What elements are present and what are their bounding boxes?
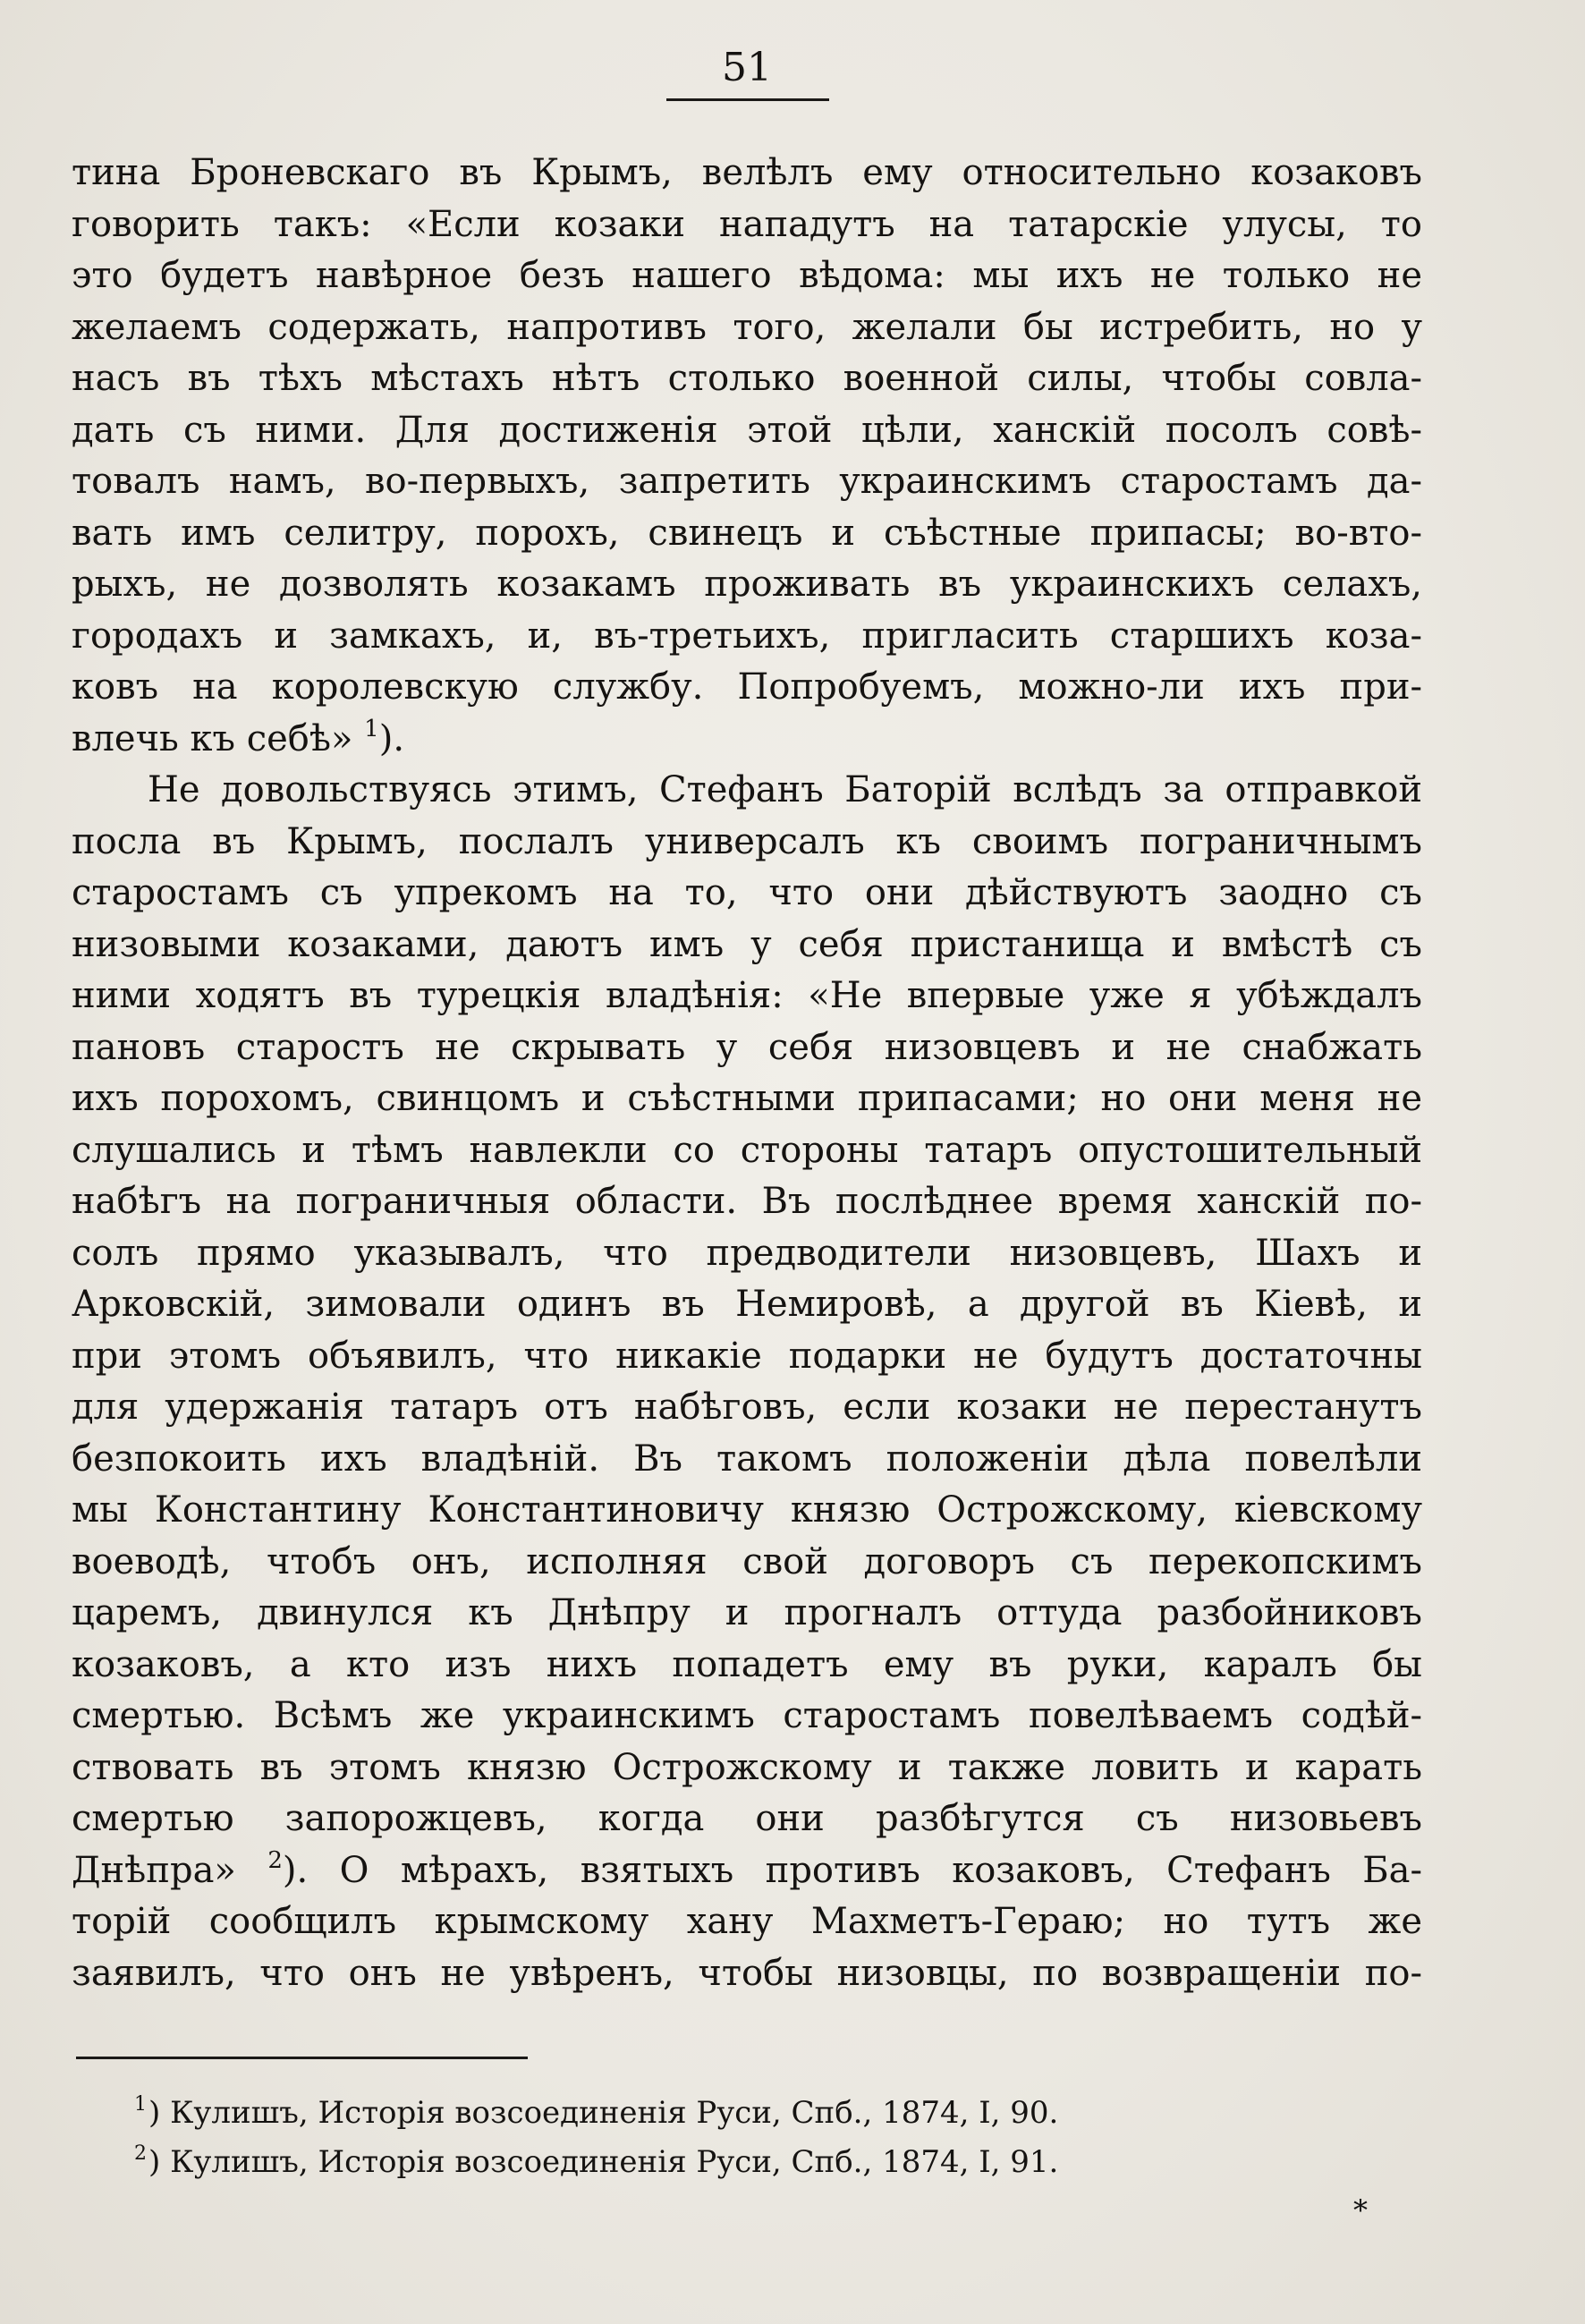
text-line: тина Броневскаго въ Крымъ, велѣлъ ему относительно козаковъ	[72, 152, 1422, 193]
text-fragment: влечь къ себѣ»	[72, 717, 353, 759]
footnote-text: ) Кулишъ, Исторія возсоединенія Руси, Спб., 1874, I, 90.	[148, 2095, 1059, 2131]
text-line: смертью. Всѣмъ же украинскимъ старостамъ повелѣваемъ содѣй-	[72, 1695, 1422, 1736]
text-line: торій сообщилъ крымскому хану Махметъ-Гераю; но тутъ же	[72, 1901, 1422, 1942]
text-fragment: Днѣпра»	[72, 1849, 236, 1891]
body-text	[72, 148, 1422, 1999]
stray-mark: *	[1353, 2193, 1368, 2227]
text-fragment: ). О мѣрахъ, взятыхъ противъ козаковъ, Стефанъ Ба-	[282, 1849, 1422, 1891]
text-line: ствовать въ этомъ князю Острожскому и также ловить и карать	[72, 1746, 1422, 1788]
text-line: городахъ и замкахъ, и, въ-третьихъ, пригласить старшихъ коза-	[72, 615, 1422, 657]
text-line	[72, 1845, 1422, 1897]
footnote-1	[134, 2089, 1297, 2138]
footnote-reference-2: 2	[267, 1846, 283, 1874]
footnote-reference-1: 1	[364, 715, 379, 742]
text-line: при этомъ объявилъ, что никакіе подарки не будутъ достаточны	[72, 1335, 1422, 1377]
text-line: козаковъ, а кто изъ нихъ попадетъ ему въ руки, каралъ бы	[72, 1643, 1422, 1685]
text-line: товалъ намъ, во-первыхъ, запретить украинскимъ старостамъ да-	[72, 461, 1422, 502]
footnote-marker: 1	[134, 2093, 147, 2116]
text-line: дать съ ними. Для достиженія этой цѣли, ханскій посолъ совѣ-	[72, 409, 1422, 451]
text-line: насъ въ тѣхъ мѣстахъ нѣтъ столько военной силы, чтобы совла-	[72, 358, 1422, 399]
text-line: солъ прямо указывалъ, что предводители низовцевъ, Шахъ и	[72, 1232, 1422, 1274]
text-line: мы Константину Константиновичу князю Острожскому, кіевскому	[72, 1489, 1422, 1531]
text-line: желаемъ содержать, напротивъ того, желали бы истребить, но у	[72, 306, 1422, 348]
text-line: заявилъ, что онъ не увѣренъ, чтобы низовцы, по возвращеніи по-	[72, 1952, 1422, 1994]
footnotes	[134, 2089, 1297, 2187]
text-line: царемъ, двинулся къ Днѣпру и прогналъ оттуда разбойниковъ	[72, 1592, 1422, 1633]
footnote-text: ) Кулишъ, Исторія возсоединенія Руси, Спб., 1874, I, 91.	[148, 2144, 1059, 2180]
text-line: говорить такъ: «Если козаки нападутъ на татарскіе улусы, то	[72, 203, 1422, 245]
text-line: старостамъ съ упрекомъ на то, что они дѣйствуютъ заодно съ	[72, 872, 1422, 913]
text-line: ихъ порохомъ, свинцомъ и съѣстными припасами; но они меня не	[72, 1078, 1422, 1119]
text-line: это будетъ навѣрное безъ нашего вѣдома: мы ихъ не только не	[72, 255, 1422, 296]
text-line: ними ходятъ въ турецкія владѣнія: «Не впервые уже я убѣждалъ	[72, 975, 1422, 1016]
text-line: посла въ Крымъ, послалъ универсалъ къ своимъ пограничнымъ	[72, 820, 1422, 862]
text-line: для удержанія татаръ отъ набѣговъ, если козаки не перестанутъ	[72, 1387, 1422, 1428]
page-number: 51	[722, 45, 772, 90]
text-line: рыхъ, не дозволять козакамъ проживать въ украинскихъ селахъ,	[72, 564, 1422, 605]
footnote-2	[134, 2138, 1297, 2187]
text-line: набѣгъ на пограничныя области. Въ послѣднее время ханскій по-	[72, 1181, 1422, 1222]
text-line: слушались и тѣмъ навлекли со стороны татаръ опустошительный	[72, 1129, 1422, 1171]
text-line: смертью запорожцевъ, когда они разбѣгутся съ низовьевъ	[72, 1798, 1422, 1839]
page-number-rule	[666, 98, 829, 101]
text-line: пановъ старостъ не скрывать у себя низовцевъ и не снабжать	[72, 1026, 1422, 1068]
text-line: низовыми козаками, даютъ имъ у себя пристанища и вмѣстѣ съ	[72, 923, 1422, 965]
text-line: безпокоить ихъ владѣній. Въ такомъ положеніи дѣла повелѣли	[72, 1438, 1422, 1480]
text-line: Не довольствуясь этимъ, Стефанъ Баторій вслѣдъ за отправкой	[148, 769, 1422, 810]
text-line	[72, 714, 1422, 766]
footnote-marker: 2	[134, 2142, 147, 2165]
text-line: вать имъ селитру, порохъ, свинецъ и съѣстные припасы; во-вто-	[72, 512, 1422, 554]
text-line: воеводѣ, чтобъ онъ, исполняя свой договоръ съ перекопскимъ	[72, 1540, 1422, 1582]
text-fragment: ).	[378, 717, 405, 759]
text-line: Арковскій, зимовали одинъ въ Немировѣ, а другой въ Кіевѣ, и	[72, 1284, 1422, 1325]
footnote-rule	[76, 2057, 528, 2059]
text-line: ковъ на королевскую службу. Попробуемъ, можно-ли ихъ при-	[72, 666, 1422, 708]
